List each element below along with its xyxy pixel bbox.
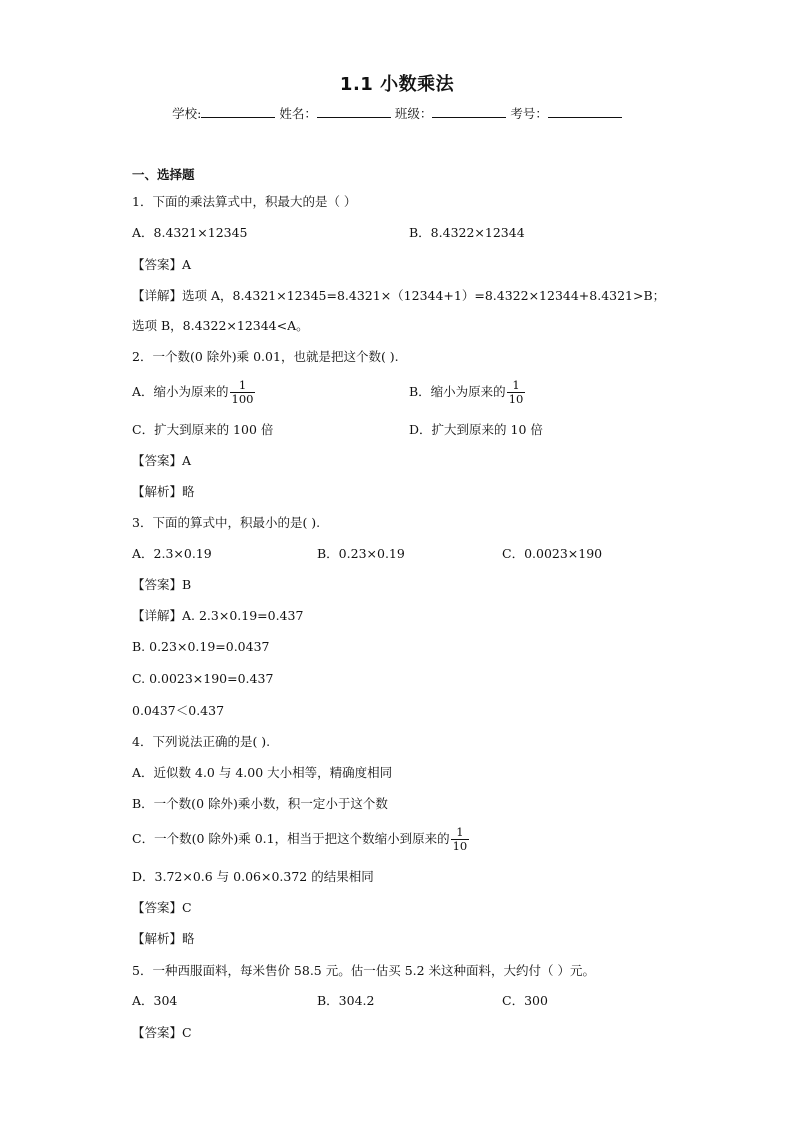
fraction-numerator: 1 [507,379,526,393]
q2-analysis: 【解析】略 [132,484,195,499]
number-label: 考号： [510,106,548,121]
q3-answer: 【答案】B [132,577,192,592]
q3-option-c: C．0.0023×190 [502,546,603,561]
fraction-denominator: 10 [508,392,524,406]
fraction-numerator: 1 [451,826,470,840]
name-blank [317,105,391,118]
q3-stem: 3．下面的算式中，积最小的是( ). [132,515,321,530]
q5-option-b: B．304.2 [317,993,375,1008]
student-info-line [0,104,794,122]
q1-stem: 1．下面的乘法算式中，积最大的是（ ） [132,194,357,209]
school-blank [201,105,275,118]
q3-option-a: A．2.3×0.19 [132,546,212,561]
q5-answer: 【答案】C [132,1025,192,1040]
q2-option-a [132,379,255,406]
fraction-denominator: 10 [452,839,468,853]
q3-detail-1: 【详解】A. 2.3×0.19=0.437 [132,608,304,623]
school-label: 学校: [172,106,202,121]
class-label: 班级： [394,106,433,121]
name-label: 姓名： [279,106,317,121]
q4-answer: 【答案】C [132,900,192,915]
q5-stem: 5．一种西服面料，每米售价 58.5 元。估一估买 5.2 米这种面料，大约付（ ）元。 [132,963,596,978]
section-heading: 一、选择题 [132,167,195,182]
q4-option-c [132,826,469,853]
q3-detail-3: C. 0.0023×190=0.437 [132,671,274,686]
q2-option-b [409,379,525,406]
q2-option-b-text: B．缩小为原来的 [409,384,506,399]
q2-answer: 【答案】A [132,453,192,468]
q3-detail-4: 0.0437＜0.437 [132,703,225,718]
q4-option-d: D．3.72×0.6 与 0.06×0.372 的结果相同 [132,869,374,884]
fraction-numerator: 1 [230,379,256,393]
q1-detail-1: 【详解】选项 A，8.4321×12345=8.4321×（12344+1）=8.4322×12344+8.4321>B； [132,288,666,303]
q2-stem: 2．一个数(0 除外)乘 0.01，也就是把这个数( ). [132,349,399,364]
q2-option-b-fraction [507,379,526,406]
fraction-denominator: 100 [231,392,254,406]
q2-option-d: D．扩大到原来的 10 倍 [409,422,543,437]
q1-detail-2: 选项 B，8.4322×12344<A。 [132,318,309,333]
q2-option-a-text: A．缩小为原来的 [132,384,229,399]
number-blank [548,105,622,118]
document-title: 1.1 小数乘法 [339,74,455,95]
q5-option-a: A．304 [132,993,178,1008]
q5-option-c: C．300 [502,993,548,1008]
q1-answer: 【答案】A [132,257,192,272]
q3-option-b: B．0.23×0.19 [317,546,405,561]
class-blank [432,105,506,118]
q3-detail-2: B. 0.23×0.19=0.0437 [132,639,270,654]
q4-option-a: A．近似数 4.0 与 4.00 大小相等，精确度相同 [132,765,393,780]
q4-option-c-fraction [451,826,470,853]
q4-stem: 4．下列说法正确的是( ). [132,734,271,749]
q1-option-b: B．8.4322×12344 [409,225,525,240]
q4-analysis: 【解析】略 [132,931,195,946]
q1-option-a: A．8.4321×12345 [132,225,248,240]
q4-option-c-text: C．一个数(0 除外)乘 0.1，相当于把这个数缩小到原来的 [132,831,450,846]
q4-option-b: B．一个数(0 除外)乘小数，积一定小于这个数 [132,796,388,811]
q2-option-c: C．扩大到原来的 100 倍 [132,422,274,437]
q2-option-a-fraction [230,379,256,406]
